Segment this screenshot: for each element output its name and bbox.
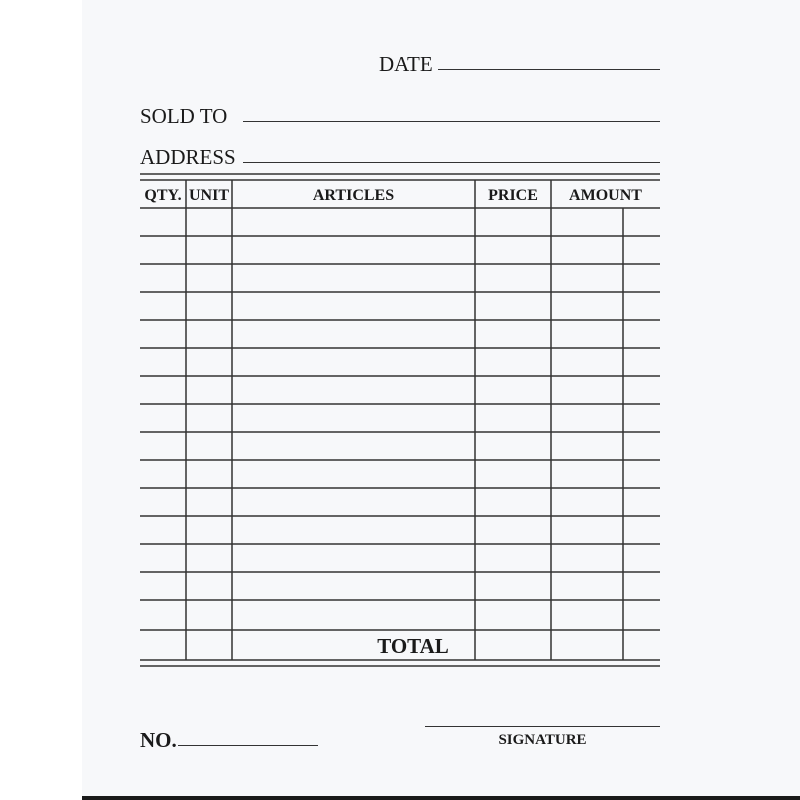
signature-line[interactable] <box>425 726 660 727</box>
column-header-price: PRICE <box>488 187 538 204</box>
column-header-amount: AMOUNT <box>569 187 642 204</box>
number-line[interactable] <box>178 745 318 746</box>
total-label: TOTAL <box>377 634 449 658</box>
signature-label: SIGNATURE <box>498 732 587 748</box>
address-label: ADDRESS <box>140 145 236 169</box>
number-label: NO. <box>140 728 177 752</box>
column-header-unit: UNIT <box>188 187 229 204</box>
column-header-qty: QTY. <box>144 187 182 204</box>
column-header-articles: ARTICLES <box>312 187 395 204</box>
date-label: DATE <box>379 52 433 76</box>
sold-to-label: SOLD TO <box>140 104 228 128</box>
